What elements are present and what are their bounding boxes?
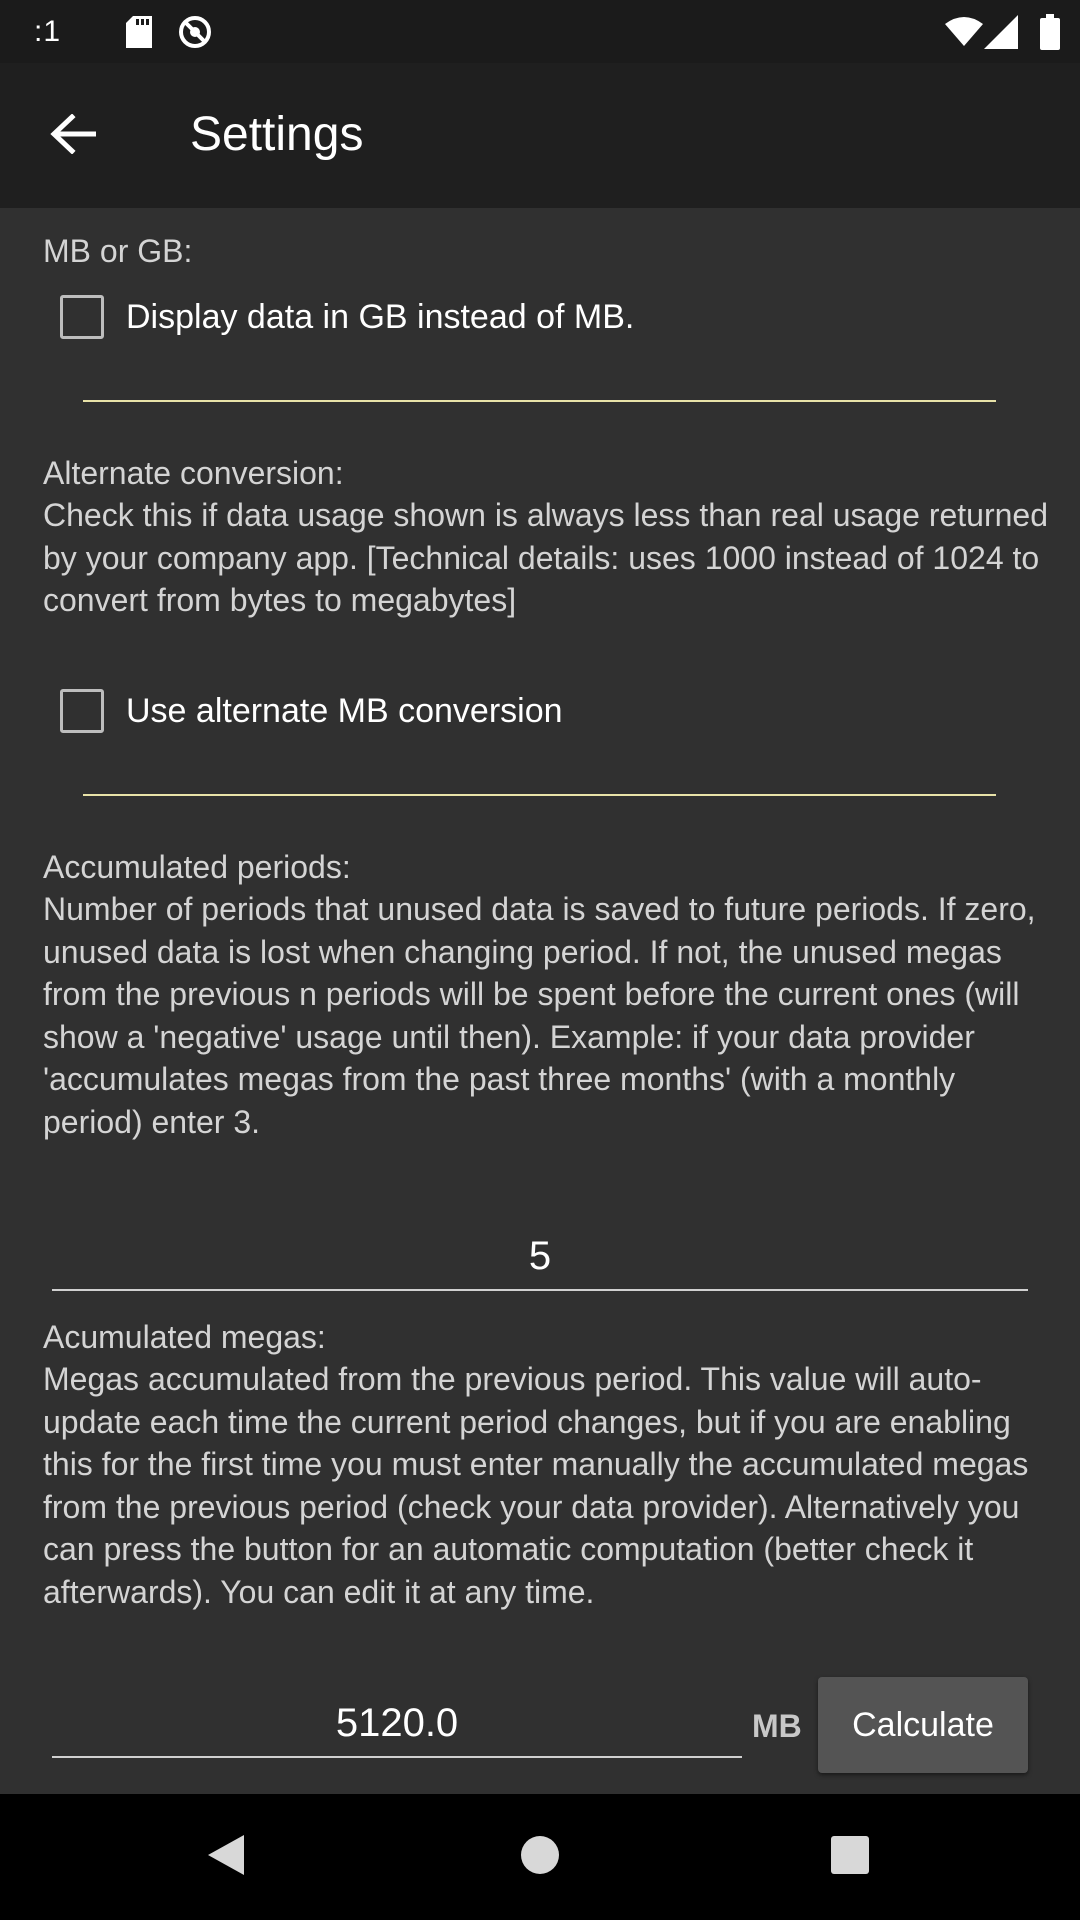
accumulated-megas-label: Acumulated megas: bbox=[43, 1319, 326, 1355]
nav-back-button[interactable] bbox=[196, 1827, 256, 1887]
wifi-icon bbox=[945, 14, 983, 50]
gb-display-checkbox-label[interactable]: Display data in GB instead of MB. bbox=[126, 297, 635, 336]
page-title: Settings bbox=[190, 108, 364, 161]
gb-display-checkbox-row[interactable] bbox=[60, 292, 634, 342]
status-time: :1 bbox=[34, 15, 62, 48]
divider bbox=[83, 794, 996, 796]
accumulated-megas-description: Megas accumulated from the previous period. This value will auto-update each time the current period changes, but if you are enabling this for the first time you must enter manually the accumulated megas from the previous period (check your data provider). Alternatively you can press the button for an automatic computation (better check it afterwards). You can edit it at any time. bbox=[43, 1361, 1029, 1610]
battery-icon bbox=[1040, 14, 1060, 50]
accumulated-periods-label: Accumulated periods: bbox=[43, 849, 351, 885]
alternate-conversion-description: Check this if data usage shown is always less than real usage returned by your company app. [Technical details: uses 1000 instead of 1024 to convert from bytes to megabytes] bbox=[43, 497, 1048, 618]
gb-display-checkbox[interactable] bbox=[60, 295, 104, 339]
arrow-left-icon bbox=[50, 114, 96, 159]
unit-label: MB bbox=[752, 1708, 802, 1744]
mb-or-gb-label: MB or GB: bbox=[43, 233, 193, 269]
alternate-conversion-label: Alternate conversion: bbox=[43, 455, 344, 491]
calculate-button[interactable]: Calculate bbox=[818, 1677, 1028, 1773]
nav-recents-button[interactable] bbox=[820, 1827, 880, 1887]
home-circle-icon bbox=[519, 1834, 561, 1881]
alternate-conversion-checkbox-label[interactable]: Use alternate MB conversion bbox=[126, 691, 563, 730]
alternate-conversion-checkbox-row[interactable] bbox=[60, 686, 563, 736]
back-button[interactable] bbox=[30, 103, 116, 169]
sd-card-icon bbox=[126, 14, 152, 50]
settings-content[interactable] bbox=[0, 208, 1080, 1794]
accumulated-periods-input[interactable]: 5 bbox=[52, 1221, 1028, 1291]
app-bar bbox=[0, 63, 1080, 208]
recents-square-icon bbox=[830, 1835, 870, 1880]
divider bbox=[83, 400, 996, 402]
status-bar bbox=[0, 0, 1080, 63]
signal-icon bbox=[984, 14, 1018, 50]
nav-home-button[interactable] bbox=[510, 1827, 570, 1887]
back-triangle-icon bbox=[206, 1833, 246, 1882]
accumulated-periods-description: Number of periods that unused data is saved to future periods. If zero, unused data is lost when changing period. If not, the unused megas from the previous n periods will be spent before the current ones (will show a 'negative' usage until then). Example: if your data provider 'accumulates megas from the past three months' (with a monthly period) enter 3. bbox=[43, 891, 1036, 1140]
navigation-bar bbox=[0, 1794, 1080, 1920]
do-not-disturb-icon bbox=[177, 14, 213, 50]
accumulated-megas-input[interactable]: 5120.0 bbox=[52, 1688, 742, 1758]
alternate-conversion-checkbox[interactable] bbox=[60, 689, 104, 733]
